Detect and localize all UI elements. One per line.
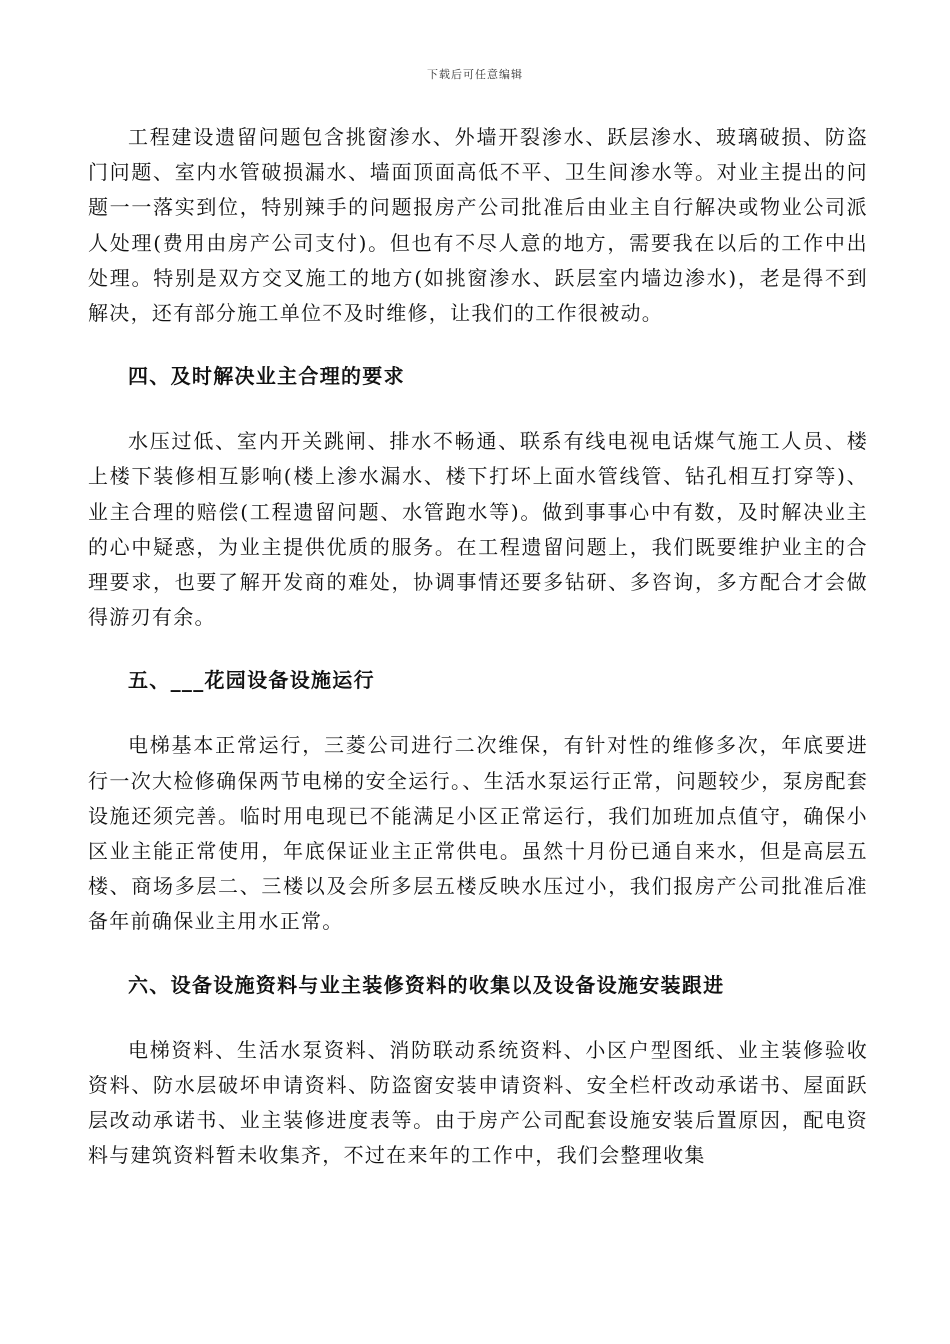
section-heading-4: 四、及时解决业主合理的要求: [128, 364, 405, 389]
paragraph-documentation: 电梯资料、生活水泵资料、消防联动系统资料、小区户型图纸、业主装修验收资料、防水层破坏申请资料、防盗窗安装申请资料、安全栏杆改动承诺书、屋面跃层改动承诺书、业主装修进度表等。由于房产公司配套设施安装后置原因，配电资料与建筑资料暂未收集齐，不过在来年的工作中，我们会整理收集: [88, 1037, 868, 1168]
document-body: [88, 120, 868, 1200]
paragraph-construction-issues: 工程建设遗留问题包含挑窗渗水、外墙开裂渗水、跃层渗水、玻璃破损、防盗门问题、室内水管破损漏水、墙面顶面高低不平、卫生间渗水等。对业主提出的问题一一落实到位，特别辣手的问题报房产公司批准后由业主自行解决或物业公司派人处理(费用由房产公司支付)。但也有不尽人意的地方，需要我在以后的工作中出处理。特别是双方交叉施工的地方(如挑窗渗水、跃层室内墙边渗水)，老是得不到解决，还有部分施工单位不及时维修，让我们的工作很被动。: [88, 125, 868, 326]
section-heading-6: 六、设备设施资料与业主装修资料的收集以及设备设施安装跟进: [128, 972, 725, 997]
paragraph-owner-requests: 水压过低、室内开关跳闸、排水不畅通、联系有线电视电话煤气施工人员、楼上楼下装修相互影响(楼上渗水漏水、楼下打坏上面水管线管、钻孔相互打穿等)、业主合理的赔偿(工程遗留问题、水管跑水等)。做到事事心中有数，及时解决业主的心中疑惑，为业主提供优质的服务。在工程遗留问题上，我们既要维护业主的合理要求，也要了解开发商的难处，协调事情还要多钻研、多咨询，多方配合才会做得游刃有余。: [88, 429, 868, 630]
page-header: 下载后可任意编辑: [427, 68, 523, 81]
section-heading-5: 五、___花园设备设施运行: [128, 668, 375, 693]
paragraph-facility-operation: 电梯基本正常运行，三菱公司进行二次维保，有针对性的维修多次，年底要进行一次大检修确保两节电梯的安全运行。、生活水泵运行正常，问题较少，泵房配套设施还须完善。临时用电现已不能满足小区正常运行，我们加班加点值守，确保小区业主能正常使用，年底保证业主正常供电。虽然十月份已通自来水，但是高层五楼、商场多层二、三楼以及会所多层五楼反映水压过小，我们报房产公司批准后准备年前确保业主用水正常。: [88, 733, 868, 934]
